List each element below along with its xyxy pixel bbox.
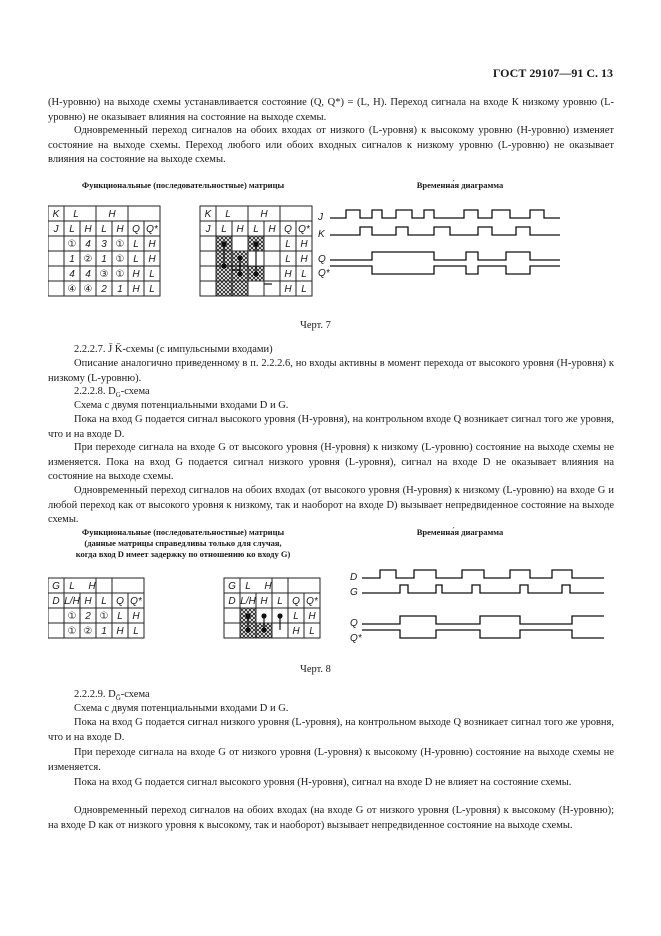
signal-label: Q* (318, 268, 330, 279)
table-cell: ① (67, 626, 77, 637)
table-head: Q* (146, 224, 158, 235)
table-cell: ① (67, 611, 77, 622)
table-cell: ② (83, 254, 93, 265)
table-head: H (108, 209, 116, 220)
signal-label: Q (350, 618, 358, 629)
table-head: H (88, 581, 96, 592)
table-cell: 4 (85, 239, 91, 250)
table-cell: ① (115, 269, 125, 280)
signal-label: D (350, 572, 358, 583)
table-head: L (73, 209, 79, 220)
fig8-label: Черт. 8 (300, 664, 331, 675)
matrix-output: H (300, 254, 308, 265)
section-2229-p1: Схема с двумя потенциальными входами D и G. (74, 703, 289, 714)
table-cell: ① (115, 239, 125, 250)
table-head: L (101, 224, 107, 235)
table-cell: 1 (69, 254, 75, 265)
table-cell: H (132, 284, 140, 295)
table-cell: L (133, 626, 139, 637)
table-cell: 4 (69, 269, 75, 280)
matrix-output: H (308, 611, 316, 622)
table-head: J (53, 224, 59, 235)
table-head: D (52, 596, 60, 607)
matrix-output: L (293, 611, 299, 622)
signal-label: K (318, 229, 325, 240)
table-cell: ① (67, 239, 77, 250)
table-head: H (84, 596, 92, 607)
matrix-output: H (292, 626, 300, 637)
fig7-right-caption: Временна́я диаграмма (416, 180, 504, 190)
matrix-output: L (285, 239, 291, 250)
table-cell: L (149, 284, 155, 295)
section-2228-p3: При переходе сигнала на входе G от высокого уровня (Н-уровня) к низкому (L-уровню) состояние на выходе схемы не изменяется. Пока на вход G подается сигнал низкого уровня (L-уровня), сигнал на входе D не оказывает влияния на состояние на выходе схемы. (48, 442, 614, 482)
table-cell: 3 (101, 239, 107, 250)
table-head: L (101, 596, 107, 607)
fig8-left-caption: Функциональные (последовательностные) матрицы (данные матрицы справедливы только для случая, когда вход D имеет задержку по отношению ко входу G) (75, 527, 291, 559)
fig7-timing-diagram (317, 210, 560, 279)
fig8-graphics (48, 568, 660, 648)
waveform-q-star (362, 630, 604, 638)
matrix-output: L (285, 254, 291, 265)
fig8-matrix (224, 578, 320, 638)
table-cell: ① (115, 254, 125, 265)
matrix-head: L (245, 581, 251, 592)
paragraph: Одновременный переход сигналов на обоих входах от низкого (L-уровня) к высокому уровню (Н-уровню) изменяет состояние на выходе схемы. Переход любого или обоих входных сигналов к низкому уровню (L-уровню) не оказывает влияния на состояние на выходе схемы. (48, 125, 614, 165)
matrix-head: Q* (306, 596, 318, 607)
fig8-table (48, 578, 144, 638)
table-cell: 2 (85, 611, 91, 622)
matrix-head: L (277, 596, 283, 607)
matrix-head: J (205, 224, 211, 235)
table-head: K (52, 209, 60, 220)
paragraph: (Н-уровню) на выходе схемы устанавливается состояние (Q, Q*) = (L, Н). Переход сигнала на входе К низкому уровню (L-уровню) не оказывает влияния на состояние на выходе схемы. (48, 97, 614, 123)
page-header: ГОСТ 29107—91 С. 13 (492, 66, 613, 80)
matrix-output: H (284, 269, 292, 280)
signal-label: Q* (350, 633, 362, 644)
table-cell: 1 (101, 626, 107, 637)
section-2228-title: 2.2.2.8. $D_G$-схема (74, 386, 150, 400)
table-cell: H (148, 239, 156, 250)
table-cell: 1 (117, 284, 123, 295)
table-cell: H (132, 611, 140, 622)
waveform-j (330, 210, 560, 218)
waveform-q (362, 616, 604, 624)
waveform-q (330, 252, 560, 260)
table-cell: H (116, 626, 124, 637)
table-cell: 1 (101, 254, 107, 265)
matrix-head: L/H (240, 596, 256, 607)
table-head: Q (116, 596, 124, 607)
table-cell: ③ (99, 269, 109, 280)
matrix-output: H (300, 239, 308, 250)
section-2229-p4: Пока на вход G подается сигнал высокого уровня (Н-уровня), сигнал на входе D не влияет на состояние схемы. (74, 777, 572, 788)
matrix-output: L (309, 626, 315, 637)
waveform-g (362, 585, 604, 593)
matrix-output: L (301, 269, 307, 280)
table-head: G (52, 581, 60, 592)
table-head: H (84, 224, 92, 235)
matrix-head: L (225, 209, 231, 220)
table-head: L (69, 224, 75, 235)
section-2229-p2: Пока на вход G подается сигнал низкого уровня (L-уровня), на контрольном выходе Q возникает сигнал того же уровня, что и на входе D. (48, 717, 614, 743)
table-head: H (116, 224, 124, 235)
fig7-matrix (200, 206, 312, 296)
fig7-label: Черт. 7 (300, 320, 331, 331)
table-head: Q* (130, 596, 142, 607)
table-cell: L (117, 611, 123, 622)
section-2227-title: 2.2.2.7. J̄ K̄-схемы (с импульсными входами) (74, 344, 273, 355)
matrix-output: H (284, 284, 292, 295)
matrix-head: Q* (298, 224, 310, 235)
table-head: L/H (64, 596, 80, 607)
table-head: Q (132, 224, 140, 235)
signal-label: J (318, 212, 323, 223)
fig7-graphics (48, 200, 660, 310)
table-cell: ④ (67, 284, 77, 295)
matrix-head: Q (292, 596, 300, 607)
section-2229-p3: При переходе сигнала на входе G от низкого уровня (L-уровня) к высокому (Н-уровню) состояние на выходе схемы не изменяется. (48, 747, 614, 773)
table-cell: ② (83, 626, 93, 637)
section-2227-text: Описание аналогично приведенному в п. 2.2.2.6, но входы активны в момент перехода от высокого уровня (Н-уровня) к низкому (L-уровню). (48, 358, 614, 384)
waveform-q-star (330, 266, 560, 274)
matrix-head: Q (284, 224, 292, 235)
matrix-head: H (260, 209, 268, 220)
section-2228-p4: Одновременный переход сигналов на обоих входах (от высокого уровня (Н-уровня) к низкому (L-уровню) на входе G и любой переход как от высокого уровня к низкому, так и наоборот на входе D) вызывает непредвиденное состояние на выходе схемы. (48, 485, 614, 525)
fig8-right-caption: Временна́я диаграмма (416, 527, 504, 537)
table-cell: H (148, 254, 156, 265)
table-cell: L (133, 254, 139, 265)
table-cell: L (133, 239, 139, 250)
section-2228-p2: Пока на вход G подается сигнал высокого уровня (Н-уровня), на контрольном входе Q возникает сигнал того же уровня, что и на входе D. (48, 414, 614, 440)
matrix-head: G (228, 581, 236, 592)
signal-label: Q (318, 254, 326, 265)
fig8-timing-diagram (350, 570, 604, 644)
waveform-d (362, 570, 604, 578)
matrix-head: H (236, 224, 244, 235)
table-head: L (69, 581, 75, 592)
matrix-head: L (221, 224, 227, 235)
table-cell: 2 (101, 284, 107, 295)
table-cell: H (132, 269, 140, 280)
matrix-output: L (301, 284, 307, 295)
section-2229-title: 2.2.2.9. $D_Ḡ$-схема (74, 689, 150, 703)
table-cell: 4 (85, 269, 91, 280)
matrix-head: K (204, 209, 212, 220)
matrix-head: D (228, 596, 236, 607)
matrix-head: H (268, 224, 276, 235)
table-cell: ① (99, 611, 109, 622)
section-2228-p1: Схема с двумя потенциальными входами D и G. (74, 400, 289, 411)
fig7-table (48, 206, 160, 296)
fig7-left-caption: Функциональные (последовательностные) матрицы (81, 180, 285, 190)
matrix-head: L (253, 224, 259, 235)
table-cell: L (149, 269, 155, 280)
signal-label: G (350, 587, 358, 598)
matrix-head: H (260, 596, 268, 607)
waveform-k (330, 227, 560, 235)
table-cell: ④ (83, 284, 93, 295)
section-2229-p5: Одновременный переход сигналов на обоих входах (на входе G от низкого уровня (L-уровня) к высокому (Н-уровню); на входе D как от низкого уровня к высокому, так и наоборот) вызывает непредвиденное состояние на выходе схемы. (48, 805, 614, 831)
matrix-head: H (264, 581, 272, 592)
